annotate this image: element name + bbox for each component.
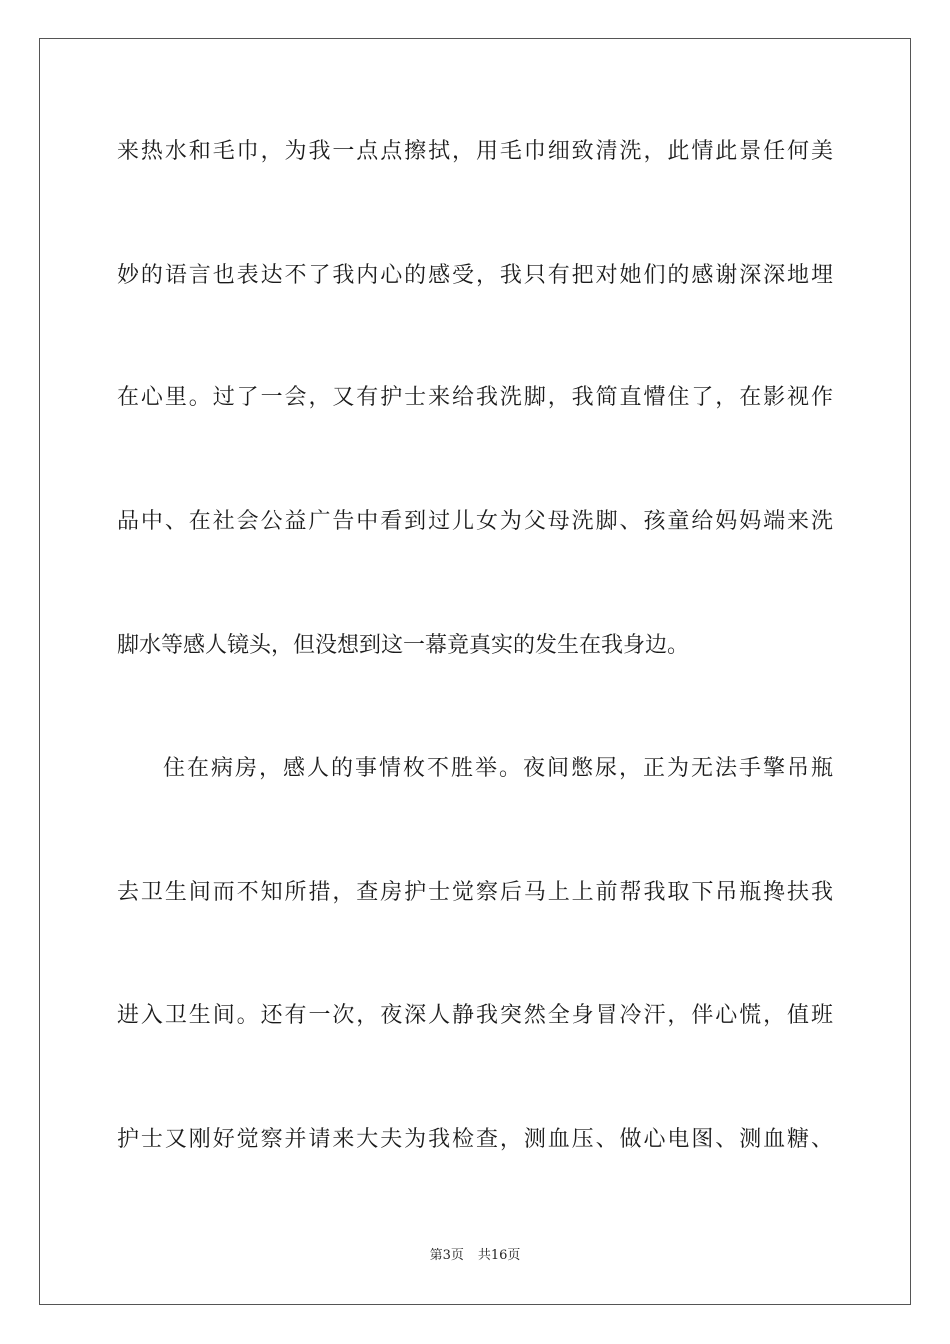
page-number: 第3页 xyxy=(429,1248,464,1263)
paragraph-line-2: 妙的语言也表达不了我内心的感受，我只有把对她们的感谢深深地埋 xyxy=(117,263,833,288)
paragraph-line-6: 住在病房，感人的事情枚不胜举。夜间憋尿，正为无法手擎吊瓶 xyxy=(163,756,833,781)
paragraph-line-7: 去卫生间而不知所措，查房护士觉察后马上上前帮我取下吊瓶搀扶我 xyxy=(117,880,833,905)
page-footer xyxy=(0,1247,950,1265)
paragraph-line-1: 来热水和毛巾，为我一点点擦拭，用毛巾细致清洗，此情此景任何美 xyxy=(117,139,833,164)
paragraph-line-9: 护士又刚好觉察并请来大夫为我检查，测血压、做心电图、测血糖、 xyxy=(117,1127,833,1152)
page-total: 共16页 xyxy=(477,1248,521,1263)
paragraph-line-4: 品中、在社会公益广告中看到过儿女为父母洗脚、孩童给妈妈端来洗 xyxy=(117,509,833,534)
paragraph-line-5: 脚水等感人镜头，但没想到这一幕竟真实的发生在我身边。 xyxy=(117,633,690,658)
paragraph-line-8: 进入卫生间。还有一次，夜深人静我突然全身冒冷汗，伴心慌，值班 xyxy=(117,1003,833,1028)
page-border xyxy=(39,38,911,1305)
paragraph-line-3: 在心里。过了一会，又有护士来给我洗脚，我简直懵住了，在影视作 xyxy=(117,385,833,410)
